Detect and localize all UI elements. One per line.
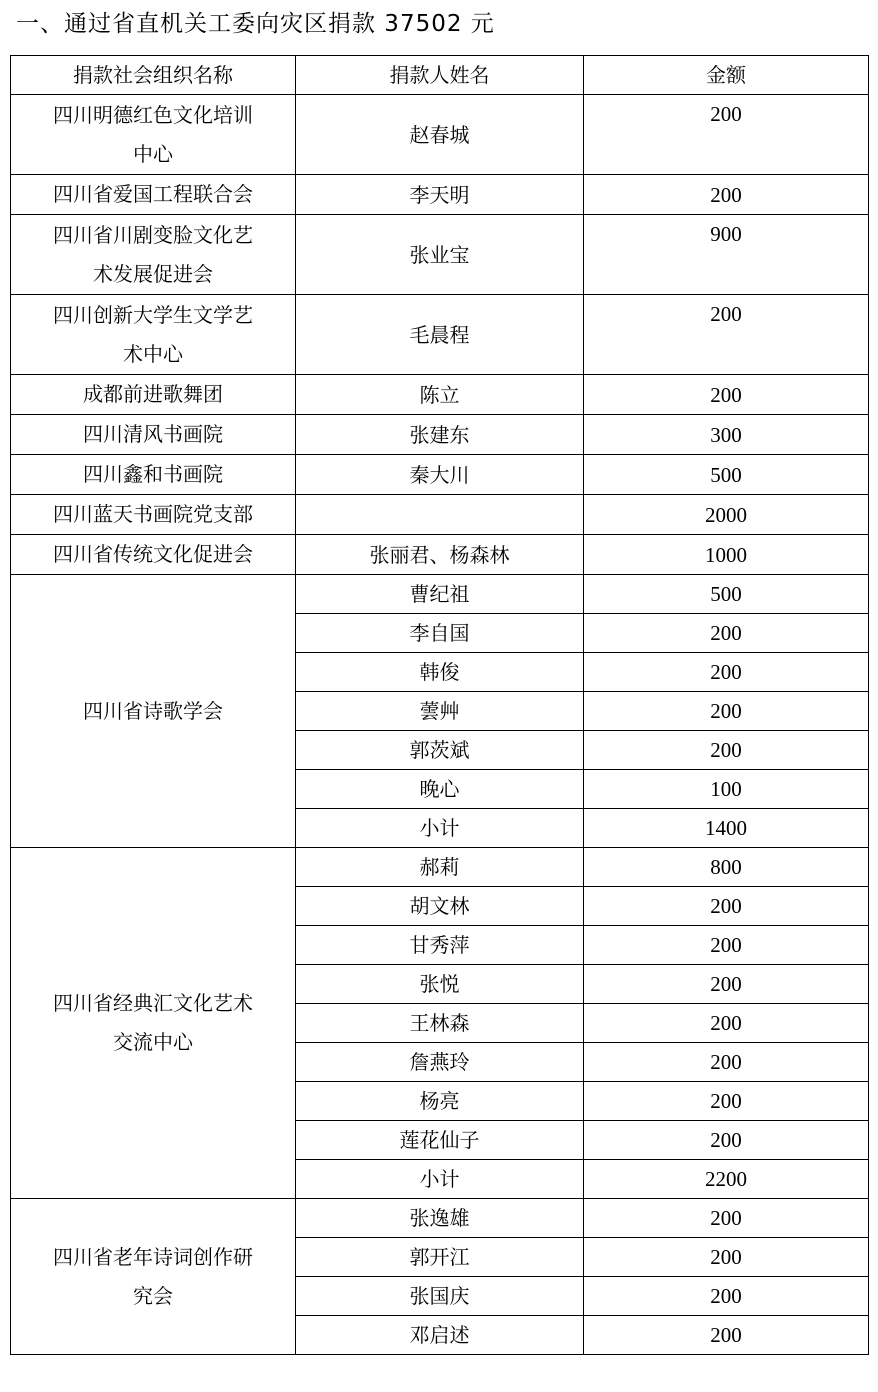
amount-cell: 200 [584, 175, 869, 215]
amount-cell: 1400 [584, 809, 869, 848]
table-row [11, 455, 869, 495]
org-name-line: 术发展促进会 [93, 261, 213, 286]
org-name-line: 四川省老年诗词创作研 [53, 1244, 253, 1269]
donor-name-cell: 毛晨程 [296, 295, 584, 375]
donor-name-cell: 张丽君、杨森林 [296, 535, 584, 575]
amount-cell: 200 [584, 887, 869, 926]
donor-name-cell: 秦大川 [296, 455, 584, 495]
amount-cell: 200 [584, 926, 869, 965]
table-header-row [11, 56, 869, 95]
donor-name-cell: 郭茨斌 [296, 731, 584, 770]
org-name-line: 四川省传统文化促进会 [53, 542, 253, 566]
org-name-line: 四川清风书画院 [83, 422, 223, 446]
amount-cell: 200 [584, 295, 869, 375]
donor-name-cell: 张业宝 [296, 215, 584, 295]
amount-cell: 300 [584, 415, 869, 455]
amount-cell: 200 [584, 1121, 869, 1160]
amount-cell: 200 [584, 1043, 869, 1082]
amount-cell: 200 [584, 1277, 869, 1316]
table-row [11, 1199, 869, 1238]
donor-name-cell: 张悦 [296, 965, 584, 1004]
amount-cell: 1000 [584, 535, 869, 575]
org-name-line: 四川省川剧变脸文化艺 [53, 222, 253, 247]
amount-cell: 200 [584, 1199, 869, 1238]
table-row [11, 575, 869, 614]
amount-cell: 200 [584, 375, 869, 415]
table-row [11, 295, 869, 375]
donor-name-cell: 小计 [296, 1160, 584, 1199]
org-name-cell [11, 495, 296, 535]
donor-name-cell: 张建东 [296, 415, 584, 455]
donor-name-cell: 甘秀萍 [296, 926, 584, 965]
org-name-cell [11, 575, 296, 848]
donor-name-cell [296, 495, 584, 535]
amount-cell: 800 [584, 848, 869, 887]
donor-name-cell: 李自国 [296, 614, 584, 653]
org-name-line: 四川鑫和书画院 [83, 462, 223, 486]
org-name-line: 术中心 [123, 341, 183, 366]
table-row [11, 175, 869, 215]
org-name-line: 交流中心 [113, 1030, 193, 1054]
donor-name-cell: 杨亮 [296, 1082, 584, 1121]
org-name-cell [11, 215, 296, 295]
table-row [11, 215, 869, 295]
amount-cell: 2000 [584, 495, 869, 535]
table-row [11, 95, 869, 175]
donor-name-cell: 张逸雄 [296, 1199, 584, 1238]
org-name-cell [11, 175, 296, 215]
table-row [11, 415, 869, 455]
org-name-line: 四川明德红色文化培训 [53, 102, 253, 127]
column-header-amount: 金额 [584, 56, 869, 95]
column-header-name: 捐款人姓名 [296, 56, 584, 95]
org-name-cell [11, 375, 296, 415]
donor-name-cell: 李天明 [296, 175, 584, 215]
amount-cell: 200 [584, 1004, 869, 1043]
donor-name-cell: 韩俊 [296, 653, 584, 692]
donor-name-cell: 赵春城 [296, 95, 584, 175]
donor-name-cell: 郝莉 [296, 848, 584, 887]
org-name-line: 四川省经典汇文化艺术 [53, 991, 253, 1015]
donation-table-body [11, 56, 869, 1355]
donor-name-cell: 晚心 [296, 770, 584, 809]
donor-name-cell: 小计 [296, 809, 584, 848]
amount-cell: 200 [584, 731, 869, 770]
amount-cell: 200 [584, 965, 869, 1004]
org-name-cell [11, 455, 296, 495]
amount-cell: 200 [584, 614, 869, 653]
document-heading: 一、通过省直机关工委向灾区捐款 37502 元 [16, 11, 495, 37]
donation-table [10, 55, 869, 1355]
org-name-cell [11, 535, 296, 575]
donor-name-cell: 郭开江 [296, 1238, 584, 1277]
table-row [11, 848, 869, 887]
table-row [11, 535, 869, 575]
amount-cell: 500 [584, 575, 869, 614]
amount-cell: 200 [584, 692, 869, 731]
amount-cell: 100 [584, 770, 869, 809]
amount-cell: 200 [584, 653, 869, 692]
donor-name-cell: 莲花仙子 [296, 1121, 584, 1160]
org-name-cell [11, 1199, 296, 1355]
org-name-line: 四川省诗歌学会 [83, 698, 223, 723]
amount-cell: 500 [584, 455, 869, 495]
donor-name-cell: 邓启述 [296, 1316, 584, 1355]
org-name-line: 究会 [133, 1283, 173, 1308]
table-row [11, 495, 869, 535]
donor-name-cell: 张国庆 [296, 1277, 584, 1316]
org-name-cell [11, 95, 296, 175]
amount-cell: 200 [584, 1082, 869, 1121]
table-row [11, 375, 869, 415]
amount-cell: 900 [584, 215, 869, 295]
amount-cell: 2200 [584, 1160, 869, 1199]
org-name-cell [11, 415, 296, 455]
org-name-cell [11, 295, 296, 375]
amount-cell: 200 [584, 1238, 869, 1277]
column-header-org: 捐款社会组织名称 [11, 56, 296, 95]
amount-cell: 200 [584, 95, 869, 175]
donor-name-cell: 詹燕玲 [296, 1043, 584, 1082]
donor-name-cell: 陈立 [296, 375, 584, 415]
org-name-line: 四川创新大学生文学艺 [53, 302, 253, 327]
org-name-line: 四川蓝天书画院党支部 [53, 502, 253, 526]
amount-cell: 200 [584, 1316, 869, 1355]
donor-name-cell: 蕓艸 [296, 692, 584, 731]
donor-name-cell: 曹纪祖 [296, 575, 584, 614]
org-name-cell [11, 848, 296, 1199]
donor-name-cell: 胡文林 [296, 887, 584, 926]
org-name-line: 中心 [133, 141, 173, 166]
donor-name-cell: 王林森 [296, 1004, 584, 1043]
org-name-line: 成都前进歌舞团 [83, 382, 223, 406]
org-name-line: 四川省爱国工程联合会 [53, 182, 253, 206]
